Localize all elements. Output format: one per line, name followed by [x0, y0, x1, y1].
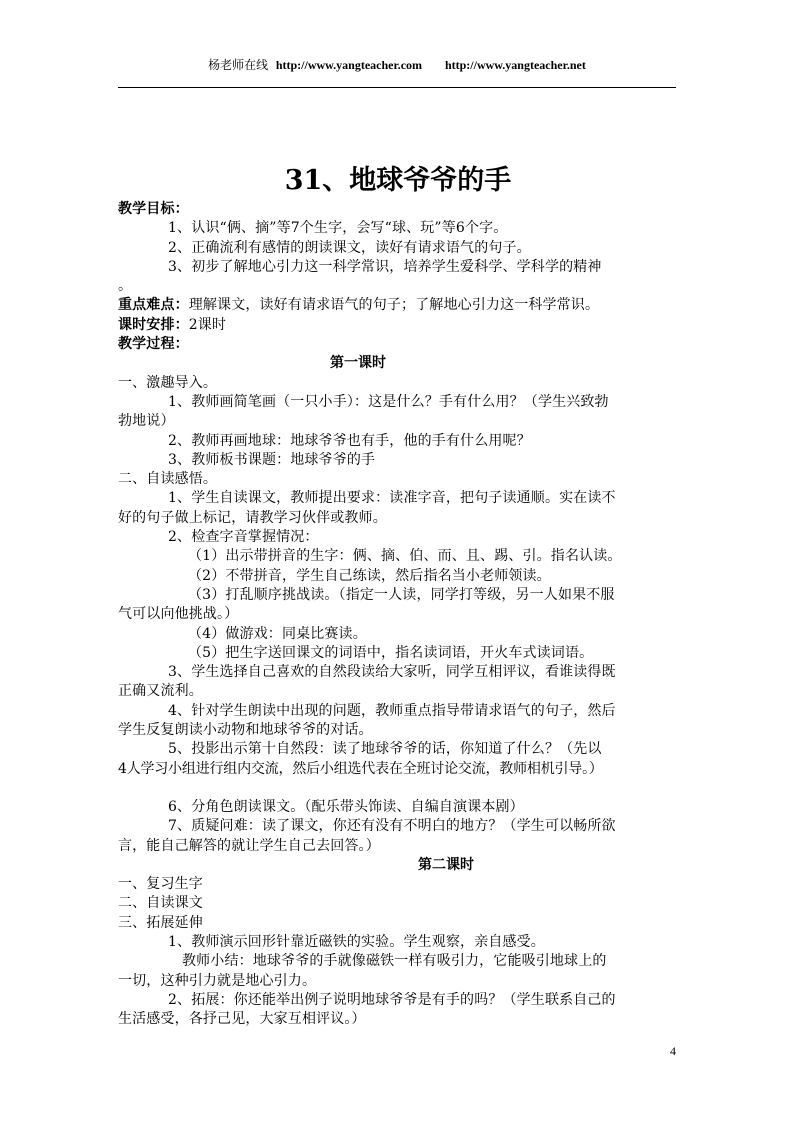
page-number: 4 — [670, 1044, 676, 1058]
schedule-label: 课时安排： — [118, 316, 189, 333]
lesson1-step-2-6: 6、分角色朗读课文。（配乐带头饰读、自编自演课本剧） — [168, 798, 524, 815]
lesson1-step-2-1b: 好的句子做上标记，请教学习伙伴或教师。 — [118, 509, 387, 526]
lesson1-step-2-3b: 正确又流利。 — [118, 683, 203, 700]
lesson2-step-3-2b: 生活感受，各抒己见，大家互相评议。） — [118, 1011, 366, 1028]
lesson1-step-2-2-2: （2）不带拼音，学生自己练读，然后指名当小老师领读。 — [188, 567, 551, 584]
lesson1-step-2-2-4: （4）做游戏：同桌比赛读。 — [188, 625, 367, 642]
lesson1-step-2-7a: 7、质疑问难：读了课文，你还有没有不明白的地方？（学生可以畅所欲 — [168, 818, 616, 835]
lesson1-step-2-2-1: （1）出示带拼音的生字：俩、摘、伯、而、且、踢、引。指名认读。 — [188, 548, 622, 565]
lesson1-step-1-1b: 勃地说） — [118, 413, 175, 430]
key-points — [118, 296, 686, 315]
lesson1-step-1-3: 3、教师板书课题：地球爷爷的手 — [168, 451, 376, 468]
goal-item-3-end: 。 — [118, 278, 133, 295]
key-points-text: 理解课文，读好有请求语气的句子；了解地心引力这一科学常识。 — [188, 297, 600, 314]
goal-item-3: 3、初步了解地心引力这一科学常识，培养学生爱科学、学科学的精神 — [168, 258, 602, 275]
lesson1-step-2-4b: 学生反复朗读小动物和地球爷爷的对话。 — [118, 722, 373, 739]
lesson1-step-2-3a: 3、学生选择自己喜欢的自然段读给大家听，同学互相评议，看谁读得既 — [168, 664, 616, 681]
header-divider — [118, 87, 676, 88]
lesson1-step-2-2-5: （5）把生字送回课文的词语中，指名读词语，开火车式读词语。 — [188, 644, 594, 661]
lesson1-step-2-5b: 4人学习小组进行组内交流，然后小组选代表在全班讨论交流，教师相机引导。） — [118, 760, 603, 777]
lesson1-step-2-2-3a: （3）打乱顺序挑战读。（指定一人读，同学打等级，另一人如果不服 — [188, 586, 615, 603]
key-points-label: 重点难点： — [118, 297, 189, 314]
goals-label: 教学目标： — [118, 201, 189, 217]
lesson2-section-3: 三、拓展延伸 — [118, 914, 203, 931]
site-name: 杨老师在线 — [208, 58, 269, 72]
lesson2-step-3-1: 1、教师演示回形针靠近磁铁的实验。学生观察，亲自感受。 — [168, 933, 545, 950]
goal-item-2: 2、正确流利有感情的朗读课文，读好有请求语气的句子。 — [168, 239, 531, 256]
lesson-2-title: 第二课时 — [418, 856, 474, 873]
lesson2-summary-b: 一切，这种引力就是地心引力。 — [118, 972, 317, 989]
lesson2-section-1: 一、复习生字 — [118, 876, 203, 893]
lesson1-section-2: 二、自读感悟。 — [118, 471, 218, 488]
lesson1-step-2-2: 2、检查字音掌握情况： — [168, 529, 319, 546]
lesson1-step-2-1a: 1、学生自读课文，教师提出要求：读准字音，把句子读通顺。实在读不 — [168, 490, 616, 507]
document-body — [118, 162, 686, 1029]
lesson1-step-2-7b: 言，能自己解答的就让学生自己去回答。） — [118, 837, 380, 854]
header-url-com[interactable]: http://www.yangteacher.com — [275, 58, 423, 72]
lesson1-step-2-5a: 5、投影出示第十自然段：读了地球爷爷的话，你知道了什么？（先以 — [168, 741, 602, 758]
lesson1-step-2-4a: 4、针对学生朗读中出现的问题，教师重点指导带请求语气的句子，然后 — [168, 702, 616, 719]
process-label: 教学过程： — [118, 336, 189, 353]
lesson2-summary-a: 教师小结：地球爷爷的手就像磁铁一样有吸引力，它能吸引地球上的 — [182, 953, 607, 970]
lesson1-step-2-2-3b: 气可以向他挑战。） — [118, 606, 239, 623]
lesson1-section-1: 一、激趣导入。 — [118, 374, 218, 391]
page-header — [118, 55, 676, 75]
lesson-1-title: 第一课时 — [330, 355, 386, 372]
lesson2-step-3-2a: 2、拓展：你还能举出例子说明地球爷爷是有手的吗？（学生联系自己的 — [168, 991, 616, 1008]
spacer — [118, 779, 686, 798]
lesson1-step-1-1a: 1、教师画简笔画（一只小手）：这是什么？手有什么用？（学生兴致勃 — [168, 393, 609, 410]
schedule-text: 2课时 — [188, 316, 227, 333]
header-url-net[interactable]: http://www.yangteacher.net — [444, 58, 586, 72]
lesson2-section-2: 二、自读课文 — [118, 895, 203, 912]
schedule — [118, 316, 686, 335]
lesson1-step-1-2: 2、教师再画地球：地球爷爷也有手，他的手有什么用呢？ — [168, 432, 531, 449]
document-title: 31、地球爷爷的手 — [284, 165, 512, 196]
goal-item-1: 1、认识“俩、摘”等7个生字，会写“球、玩”等6个字。 — [168, 220, 508, 237]
